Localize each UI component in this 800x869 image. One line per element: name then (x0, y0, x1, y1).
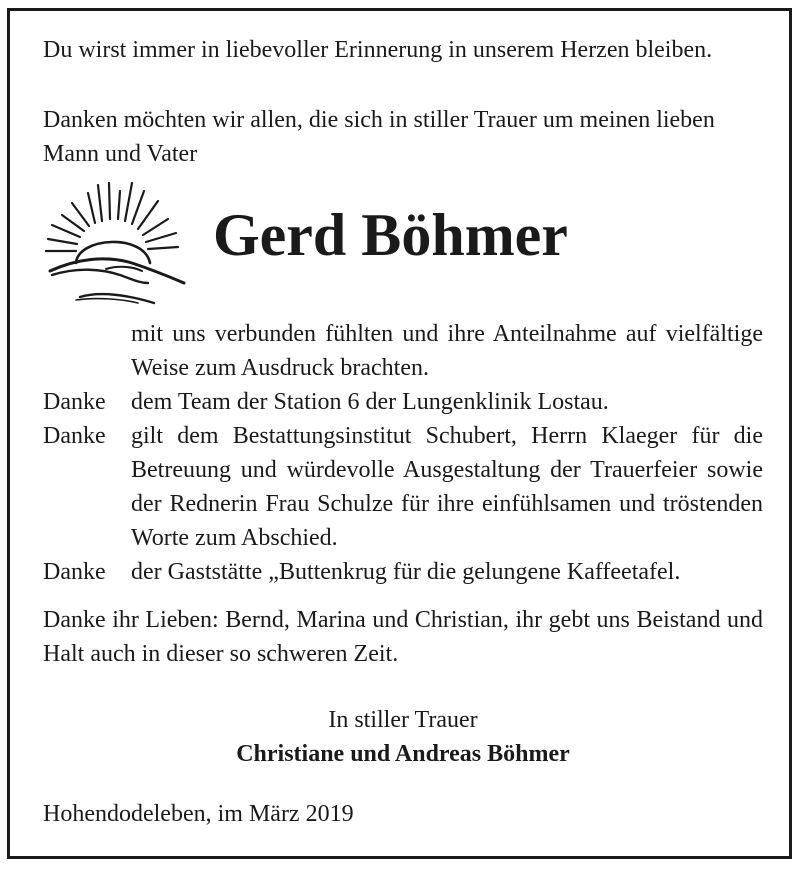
continuation-text: mit uns verbunden fühlten und ihre Anteilnahme auf vielfältige Weise zum Ausdruck brachten. (131, 321, 763, 381)
thanks-intro: Danken möchten wir allen, die sich in stiller Trauer um meinen lieben Mann und Vater (43, 107, 715, 167)
danke-label: Danke (43, 423, 106, 449)
danke-text: der Gaststätte „Buttenkrug für die gelungene Kaffeetafel. (131, 559, 681, 585)
obituary-notice (7, 8, 792, 859)
danke-label: Danke (43, 559, 106, 585)
sunset-over-hills-icon (36, 179, 188, 307)
danke-label: Danke (43, 389, 106, 415)
opening-line: Du wirst immer in liebevoller Erinnerung in unserem Herzen bleiben. (43, 37, 713, 63)
place-and-date: Hohendodeleben, im März 2019 (43, 801, 354, 827)
family-thanks: Danke ihr Lieben: Bernd, Marina und Christian, ihr gebt uns Beistand und Halt auch in dieser so schweren Zeit. (43, 607, 763, 667)
danke-text: dem Team der Station 6 der Lungenklinik Lostau. (131, 389, 609, 415)
deceased-name: Gerd Böhmer (213, 202, 568, 268)
mourners-names: Christiane und Andreas Böhmer (236, 741, 570, 767)
danke-text: gilt dem Bestattungsinstitut Schubert, Herrn Klaeger für die Betreuung und würdevolle Ausgestaltung der Trauerfeier sowie der Rednerin Frau Schulze für ihre einfühlsamen und tröstenden Worte zum Abschied. (131, 423, 763, 551)
closing-phrase: In stiller Trauer (328, 707, 478, 733)
